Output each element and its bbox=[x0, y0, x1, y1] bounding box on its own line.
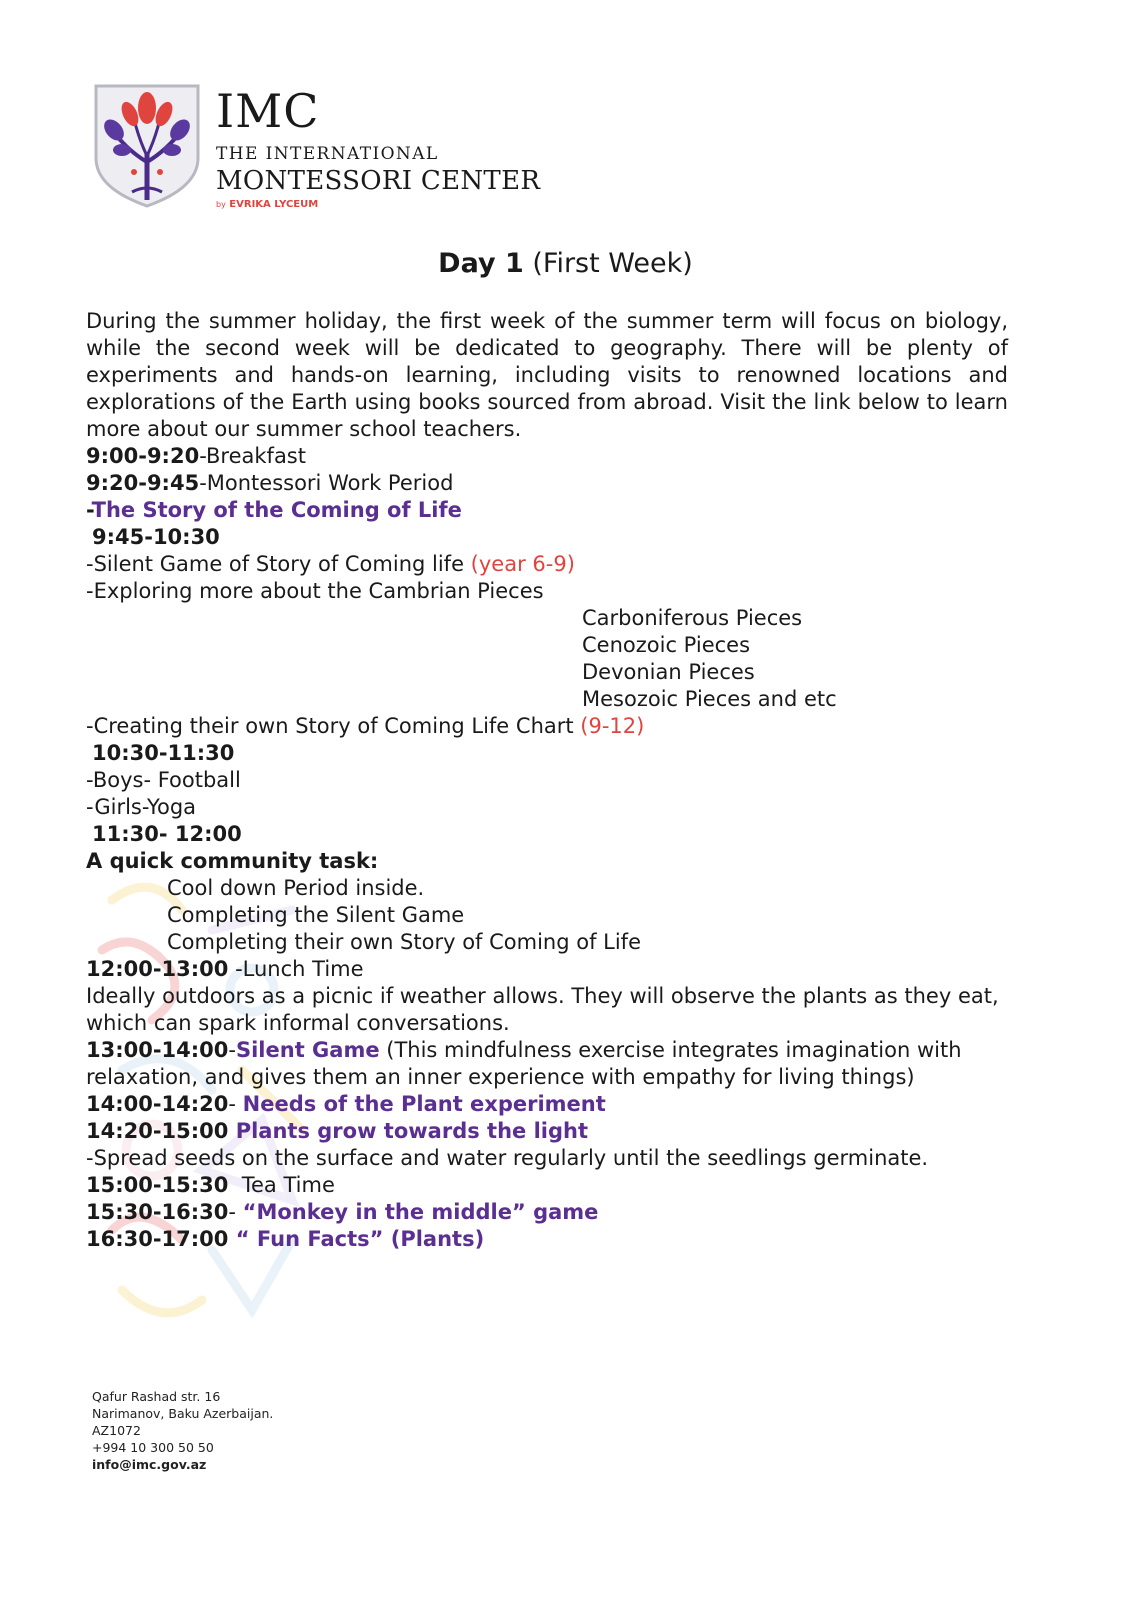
schedule-row bbox=[86, 1118, 1008, 1145]
activity-line: -Spread seeds on the surface and water regularly until the seedlings germinate. bbox=[86, 1146, 929, 1170]
activity-title: Silent Game bbox=[235, 1038, 380, 1062]
time-slot: 16:30-17:00 bbox=[86, 1227, 229, 1251]
schedule-row bbox=[86, 956, 1008, 983]
schedule-row: 13:00-14:00-Silent Game (This mindfulness exercise integrates imagination with relaxation, and gives them an inner experience with empathy for living things) bbox=[86, 1038, 962, 1089]
pieces-item: Cenozoic Pieces bbox=[582, 633, 751, 657]
schedule-row bbox=[86, 470, 1008, 497]
community-heading: A quick community task: bbox=[86, 849, 379, 873]
activity-line: -Creating their own Story of Coming Life Chart (9-12) bbox=[86, 714, 645, 738]
pieces-item: Carboniferous Pieces bbox=[582, 606, 803, 630]
time-heading: 11:30- 12:00 bbox=[92, 822, 242, 846]
activity: Tea Time bbox=[228, 1173, 335, 1197]
time-slot: 14:00-14:20 bbox=[86, 1092, 229, 1116]
task-item: Completing their own Story of Coming of Life bbox=[167, 930, 641, 954]
logo-line-lyceum bbox=[216, 199, 540, 210]
intro-paragraph: During the summer holiday, the first week of the summer term will focus on biology, while the second week will be dedicated to geography. There will be plenty of experiments and hands-on learning, including visits to renowned locations and explorations of the Earth using books sourced from abroad. Visit the link below to learn more about our summer school teachers. bbox=[86, 309, 1008, 441]
title-week: (First Week) bbox=[532, 248, 693, 279]
activity: -Lunch Time bbox=[228, 957, 364, 981]
age-tag: (9-12) bbox=[580, 714, 645, 738]
footer-postcode: AZ1072 bbox=[92, 1423, 141, 1438]
schedule-row: 14:00-14:20- Needs of the Plant experiment bbox=[86, 1092, 606, 1116]
logo-line-international: THE INTERNATIONAL bbox=[216, 144, 439, 164]
activity: -Montessori Work Period bbox=[199, 471, 454, 495]
time-slot: 14:20-15:00 bbox=[86, 1119, 229, 1143]
imc-logo bbox=[92, 80, 562, 220]
age-tag: (year 6-9) bbox=[470, 552, 575, 576]
time-slot: 12:00-13:00 bbox=[86, 957, 229, 981]
time-slot: 9:20-9:45 bbox=[86, 471, 200, 495]
lunch-note: Ideally outdoors as a picnic if weather allows. They will observe the plants as they eat, which can spark informal conversations. bbox=[86, 984, 999, 1035]
logo-imc: IMC bbox=[216, 84, 320, 138]
activity-title: Needs of the Plant experiment bbox=[242, 1092, 606, 1116]
activity-title: Plants grow towards the light bbox=[228, 1119, 589, 1143]
task-item: Cool down Period inside. bbox=[167, 876, 425, 900]
time-slot: 9:00-9:20 bbox=[86, 444, 200, 468]
page-title bbox=[0, 248, 1131, 279]
activity-title: “Monkey in the middle” game bbox=[242, 1200, 599, 1224]
logo-line-montessori: MONTESSORI CENTER bbox=[216, 166, 541, 196]
story-title: The Story of the Coming of Life bbox=[91, 498, 462, 522]
time-heading: 10:30-11:30 bbox=[92, 741, 235, 765]
activity: -Breakfast bbox=[199, 444, 306, 468]
activity-line: -Exploring more about the Cambrian Pieces bbox=[86, 579, 544, 603]
footer-address bbox=[92, 1388, 273, 1473]
time-slot: 15:00-15:30 bbox=[86, 1173, 229, 1197]
activity-line: -Silent Game of Story of Coming life (year 6-9) bbox=[86, 552, 575, 576]
pieces-item: Devonian Pieces bbox=[582, 660, 755, 684]
footer-street: Qafur Rashad str. 16 bbox=[92, 1389, 221, 1404]
activity-line: -Girls-Yoga bbox=[86, 795, 197, 819]
activity-title: “ Fun Facts” (Plants) bbox=[228, 1227, 485, 1251]
footer-phone: +994 10 300 50 50 bbox=[92, 1440, 214, 1455]
task-item: Completing the Silent Game bbox=[167, 903, 465, 927]
footer-email[interactable]: info@imc.gov.az bbox=[92, 1457, 207, 1472]
tree-shield-logo-icon bbox=[92, 80, 202, 208]
time-heading: 9:45-10:30 bbox=[92, 525, 220, 549]
time-slot: 15:30-16:30 bbox=[86, 1200, 229, 1224]
story-heading: -The Story of the Coming of Life bbox=[86, 498, 462, 522]
time-slot: 13:00-14:00 bbox=[86, 1038, 229, 1062]
title-day: Day 1 bbox=[438, 248, 524, 279]
logo-by: by bbox=[216, 200, 226, 209]
footer-city: Narimanov, Baku Azerbaijan. bbox=[92, 1406, 274, 1421]
schedule-row: 15:30-16:30- “Monkey in the middle” game bbox=[86, 1200, 599, 1224]
schedule-row bbox=[86, 1226, 1008, 1253]
schedule-row bbox=[86, 443, 1008, 470]
activity-note: (This mindfulness exercise integrates imagination with relaxation, and gives them an inner experience with empathy for living things) bbox=[86, 1038, 962, 1089]
logo-lyceum: EVRIKA LYCEUM bbox=[229, 199, 319, 210]
activity-line: -Boys- Football bbox=[86, 768, 241, 792]
schedule-row bbox=[86, 1172, 1008, 1199]
schedule-content bbox=[86, 308, 1008, 1253]
pieces-item: Mesozoic Pieces and etc bbox=[582, 687, 837, 711]
